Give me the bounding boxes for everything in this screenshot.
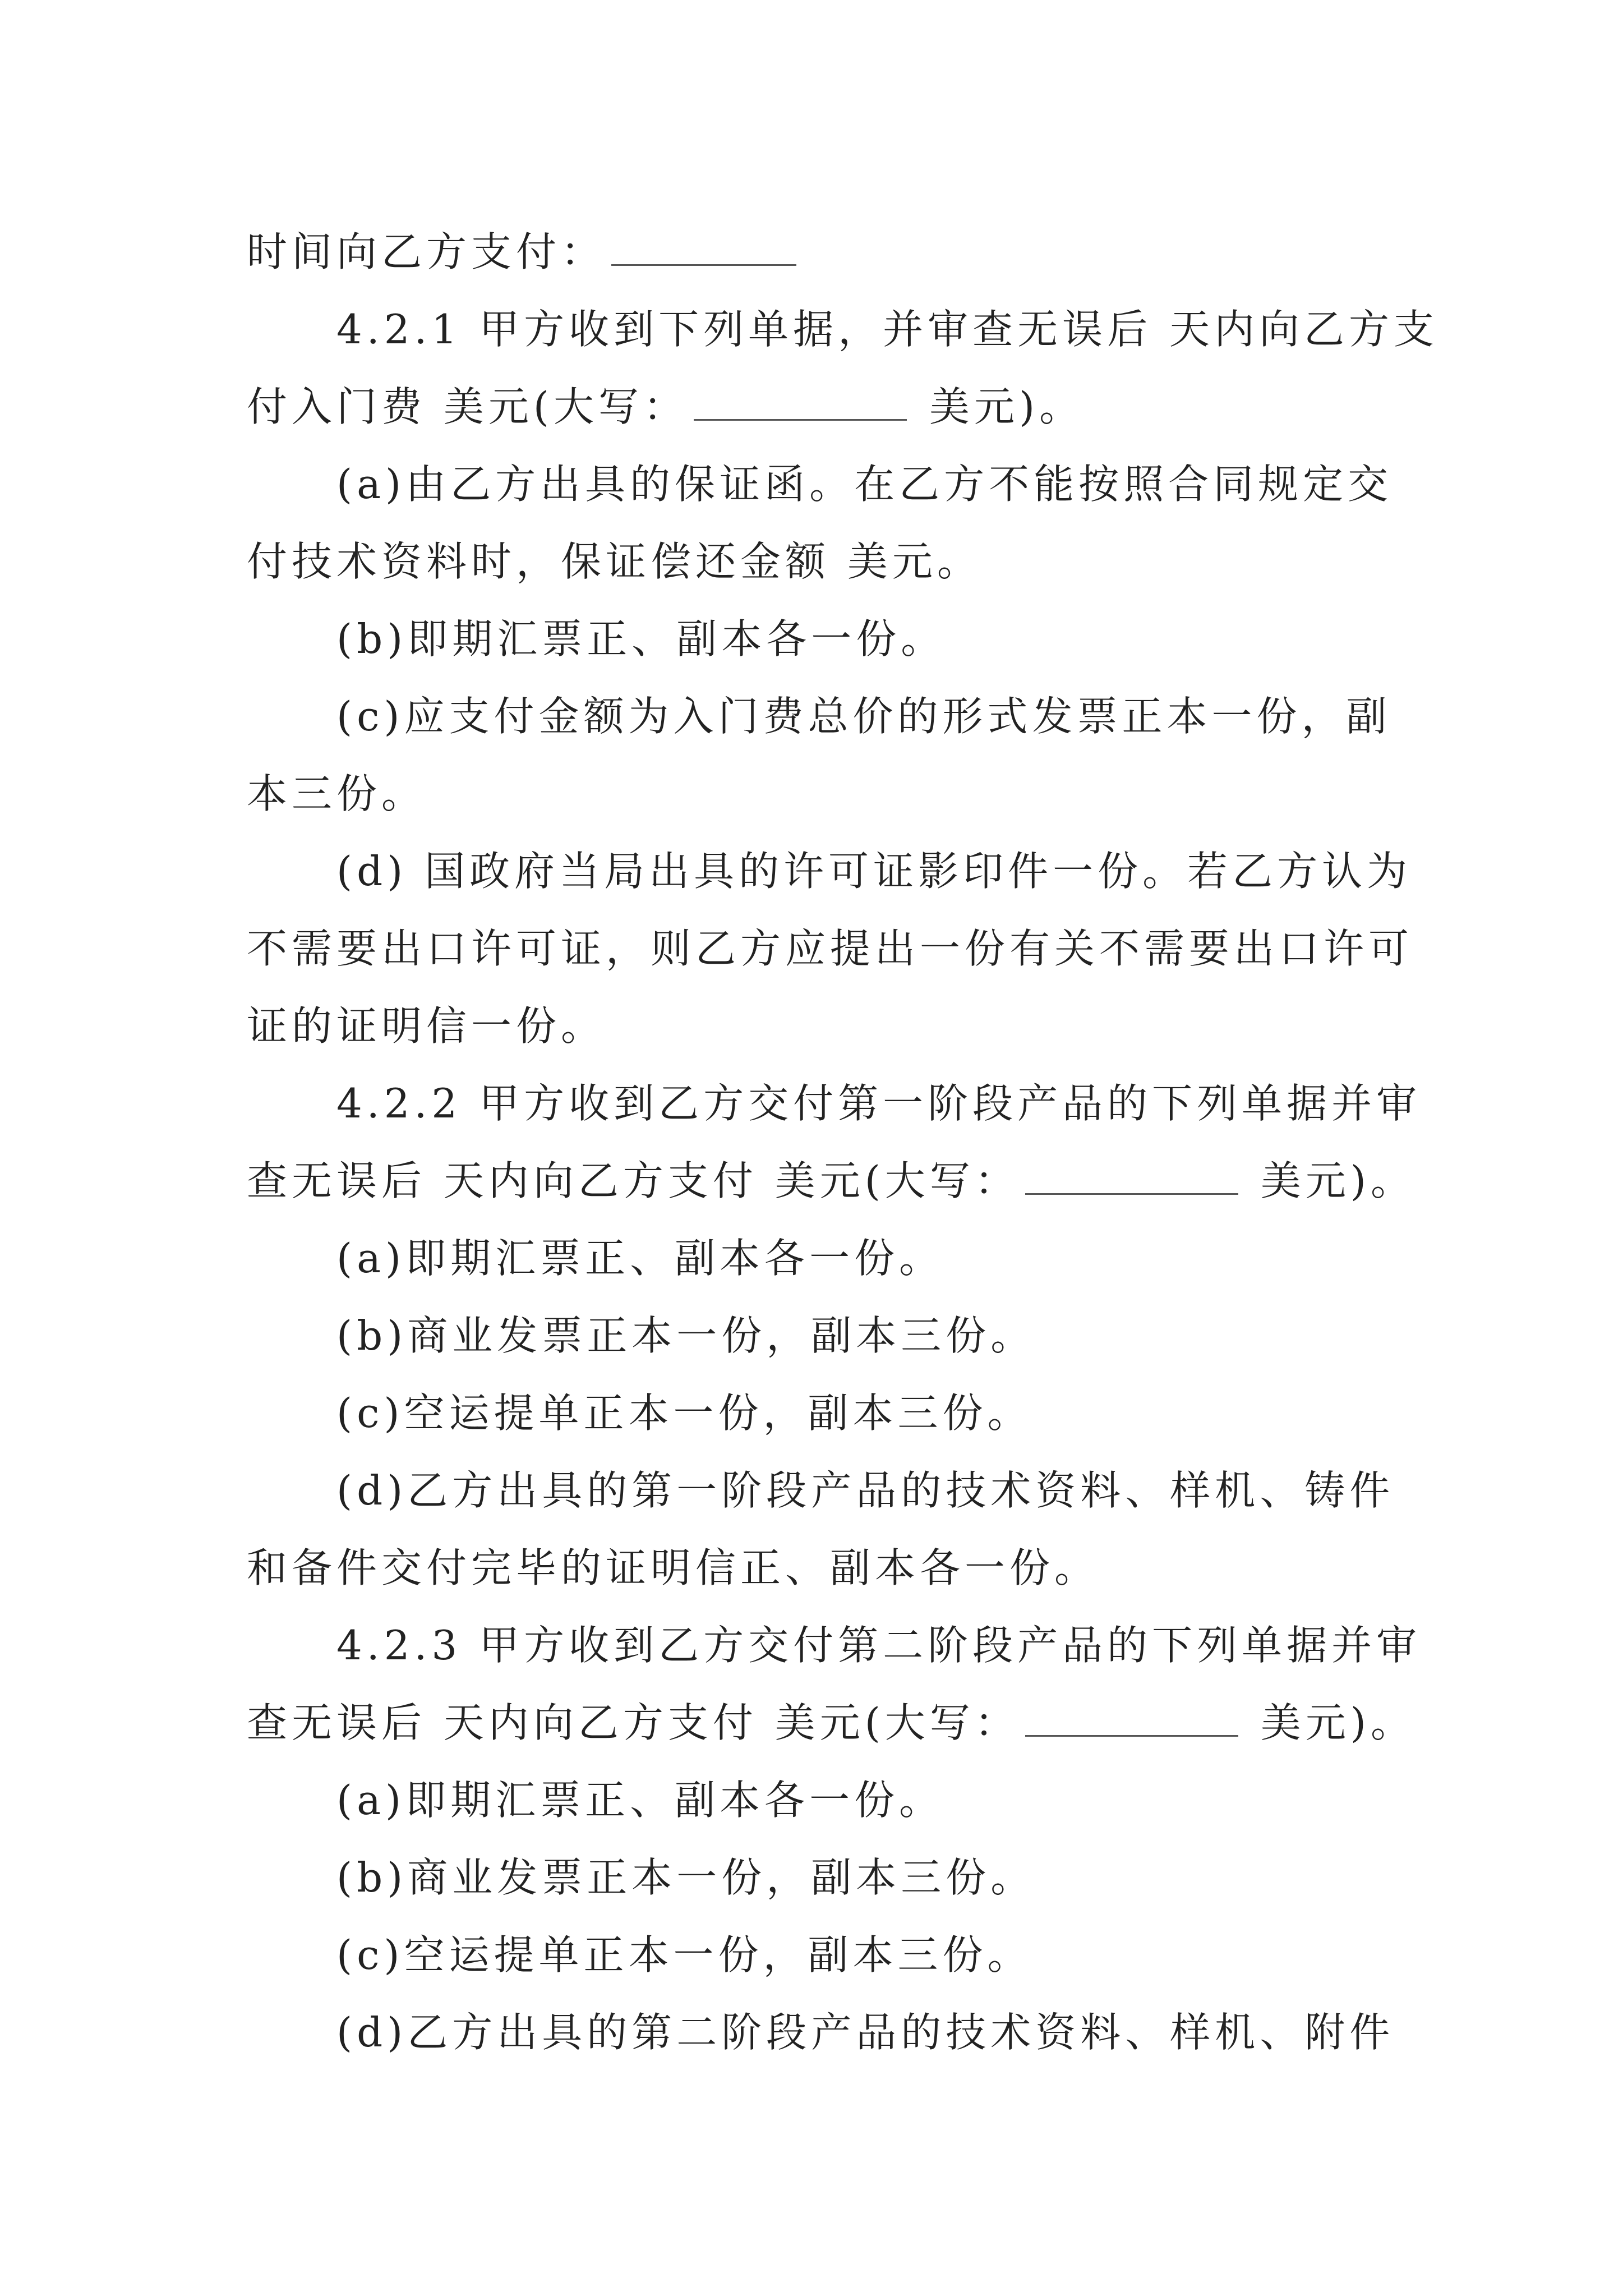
text-line — [247, 1529, 1385, 1607]
paragraph-4-2-1 — [247, 291, 1438, 368]
text-line — [247, 987, 1385, 1065]
text-line — [247, 755, 1385, 832]
fill-in-blank — [694, 384, 907, 421]
line-text: 不需要出口许可证，则乙方应提出一份有关不需要出口许可 — [247, 925, 1414, 972]
line-text: 4.2.3 甲方收到乙方交付第二阶段产品的下列单据并审 — [336, 1622, 1422, 1669]
item-a — [247, 1220, 1385, 1297]
fill-in-blank — [1025, 1158, 1238, 1195]
line-text: (b)商业发票正本一份，副本三份。 — [336, 1854, 1036, 1901]
line-text: 付入门费 美元(大写： — [247, 383, 688, 430]
line-text: 查无误后 天内向乙方支付 美元(大写： — [247, 1699, 1020, 1746]
line-text: (a)即期汇票正、副本各一份。 — [336, 1235, 944, 1282]
line-text: (a)由乙方出具的保证函。在乙方不能按照合同规定交 — [336, 461, 1393, 508]
text-line — [247, 368, 1385, 445]
line-text: (d)乙方出具的第二阶段产品的技术资料、样机、附件 — [336, 2009, 1395, 2056]
line-text: (c)空运提单正本一份，副本三份。 — [336, 1931, 1032, 1978]
line-text: 时间向乙方支付： — [247, 228, 606, 275]
paragraph-4-2-3 — [247, 1607, 1422, 1684]
item-b — [247, 1297, 1385, 1374]
line-text: 和备件交付完毕的证明信正、副本各一份。 — [247, 1544, 1100, 1591]
text-line — [247, 213, 1385, 291]
line-text: (d) 国政府当局出具的许可证影印件一份。若乙方认为 — [336, 848, 1412, 895]
line-text: (a)即期汇票正、副本各一份。 — [336, 1777, 944, 1824]
line-text: 美元)。 — [1260, 1157, 1415, 1204]
text-line — [247, 523, 1385, 600]
line-text: (d)乙方出具的第一阶段产品的技术资料、样机、铸件 — [336, 1467, 1395, 1514]
line-text: 4.2.1 甲方收到下列单据，并审查无误后 天内向乙方支 — [336, 306, 1438, 353]
line-text: 本三份。 — [247, 770, 427, 817]
text-line — [247, 1142, 1415, 1220]
item-d — [247, 1452, 1395, 1529]
text-line — [247, 1684, 1415, 1761]
line-text: (c)空运提单正本一份，副本三份。 — [336, 1389, 1032, 1437]
item-c — [247, 1916, 1385, 1994]
line-text: (c)应支付金额为入门费总价的形式发票正本一份，副 — [336, 693, 1391, 740]
line-text: 付技术资料时，保证偿还金额 美元。 — [247, 538, 982, 585]
item-b — [247, 1839, 1385, 1916]
line-text: 美元)。 — [1260, 1699, 1415, 1746]
line-text: (b)商业发票正本一份，副本三份。 — [336, 1312, 1036, 1359]
fill-in-blank — [611, 229, 796, 266]
text-line — [247, 910, 1414, 987]
item-a — [247, 1761, 1385, 1839]
line-text: 证的证明信一份。 — [247, 1002, 606, 1050]
item-a — [247, 445, 1393, 523]
item-c — [247, 1374, 1385, 1452]
item-d — [247, 1994, 1395, 2071]
document-body — [247, 213, 1438, 2071]
line-text: 4.2.2 甲方收到乙方交付第一阶段产品的下列单据并审 — [336, 1080, 1422, 1127]
fill-in-blank — [1025, 1700, 1238, 1737]
item-d — [247, 832, 1412, 910]
paragraph-4-2-2 — [247, 1065, 1422, 1142]
line-text: 查无误后 天内向乙方支付 美元(大写： — [247, 1157, 1020, 1204]
line-text: (b)即期汇票正、副本各一份。 — [336, 615, 946, 662]
item-b — [247, 600, 1385, 678]
line-text: 美元)。 — [929, 383, 1085, 430]
item-c — [247, 678, 1391, 755]
